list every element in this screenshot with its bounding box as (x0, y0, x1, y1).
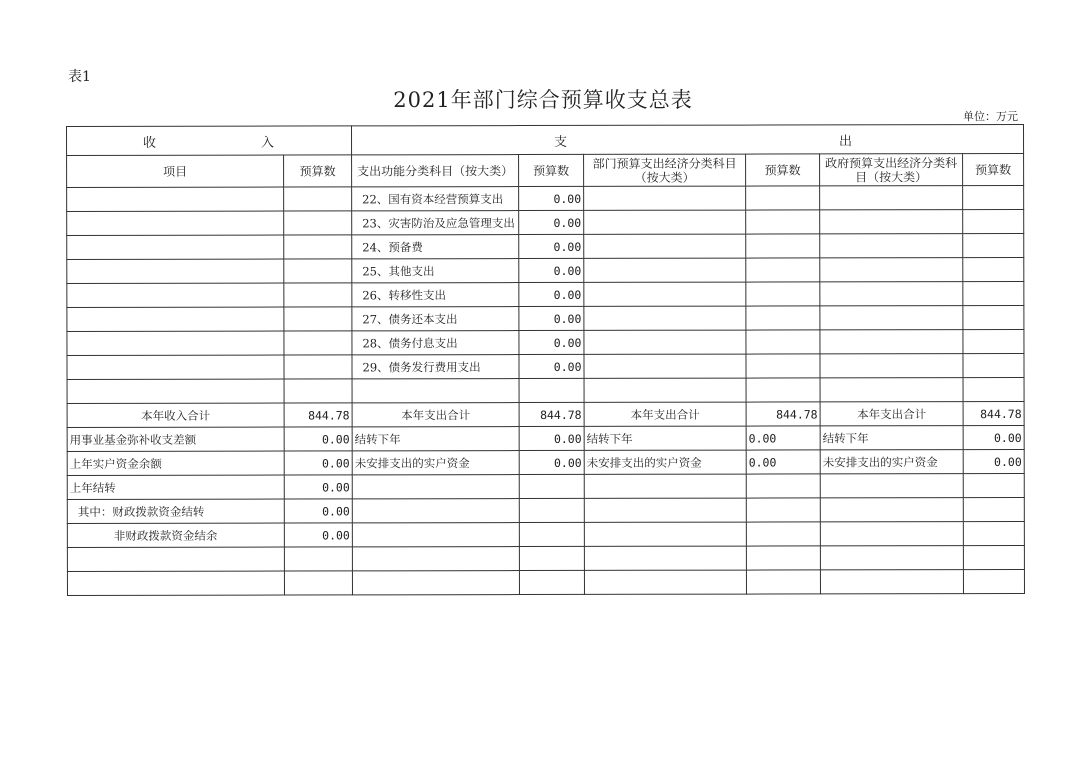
col-item-header: 项目 (67, 155, 284, 187)
income-item-value: 0.00 (284, 523, 352, 547)
func-item-label: 29、债务发行费用支出 (352, 355, 519, 379)
table-row-empty (67, 377, 1024, 403)
income-item-label: 用事业基金弥补收支差额 (67, 427, 284, 451)
func-item-label: 26、转移性支出 (352, 283, 519, 307)
table-row (67, 305, 1024, 331)
dept-item-value: 0.00 (746, 450, 820, 474)
dept-item-value: 0.00 (746, 426, 820, 450)
col-dept-econ-header: 部门预算支出经济分类科目（按大类） (584, 154, 746, 186)
expense-total-label: 本年支出合计 (352, 403, 519, 427)
gov-item-value: 0.00 (963, 425, 1024, 449)
expense-item-label: 未安排支出的实户资金 (352, 451, 519, 475)
header-row-top (67, 124, 1024, 155)
table-number: 表1 (68, 69, 91, 85)
table-row (67, 209, 1024, 235)
col-budget4-header: 预算数 (963, 153, 1024, 185)
func-item-label: 28、债务付息支出 (352, 331, 519, 355)
income-total-value: 844.78 (284, 403, 352, 427)
dept-total-label: 本年支出合计 (584, 402, 746, 426)
func-item-label: 22、国有资本经营预算支出 (352, 187, 519, 211)
func-item-value: 0.00 (519, 258, 584, 282)
col-budget-header: 预算数 (284, 155, 352, 187)
income-header-char2: 入 (261, 135, 275, 151)
table-row (67, 449, 1024, 475)
dept-item-label: 未安排支出的实户资金 (584, 450, 746, 474)
func-item-label: 25、其他支出 (352, 259, 519, 283)
table-row (67, 521, 1024, 547)
table-row (67, 353, 1024, 379)
func-item-label: 24、预备费 (352, 235, 519, 259)
gov-item-value: 0.00 (963, 449, 1024, 473)
func-item-value: 0.00 (519, 234, 584, 258)
expense-item-value: 0.00 (519, 426, 584, 450)
expense-total-value: 844.78 (519, 402, 584, 426)
income-item-value: 0.00 (284, 499, 352, 523)
table-row (67, 185, 1024, 211)
dept-item-label: 结转下年 (584, 426, 746, 450)
func-item-label: 23、灾害防治及应急管理支出 (352, 211, 519, 235)
income-header-char1: 收 (143, 135, 157, 151)
income-header (67, 126, 352, 156)
gov-item-label: 结转下年 (820, 426, 963, 450)
func-item-value: 0.00 (519, 210, 584, 234)
table-row (67, 281, 1024, 307)
income-item-label: 非财政拨款资金结余 (67, 523, 284, 547)
table-row (67, 329, 1024, 355)
header-row-columns (67, 153, 1024, 187)
totals-row (67, 401, 1024, 427)
budget-table (66, 124, 1025, 596)
func-item-value: 0.00 (519, 330, 584, 354)
dept-total-value: 844.78 (746, 402, 820, 426)
table-row (67, 233, 1024, 259)
func-item-value: 0.00 (519, 354, 584, 378)
table-row-empty (67, 545, 1024, 571)
gov-item-label: 未安排支出的实户资金 (820, 450, 963, 474)
func-item-label: 27、债务还本支出 (352, 307, 519, 331)
table-row (67, 497, 1024, 523)
func-item-value: 0.00 (519, 282, 584, 306)
expense-header-char2: 出 (839, 133, 853, 149)
income-total-label: 本年收入合计 (67, 403, 284, 427)
gov-total-label: 本年支出合计 (820, 402, 963, 426)
unit-label: 单位：万元 (963, 110, 1018, 123)
gov-total-value: 844.78 (963, 401, 1024, 425)
expense-header-char1: 支 (554, 134, 568, 150)
col-gov-econ-header: 政府预算支出经济分类科目（按大类） (820, 154, 963, 186)
income-item-label: 上年实户资金余额 (67, 451, 284, 475)
col-budget3-header: 预算数 (746, 154, 820, 186)
income-item-value: 0.00 (284, 451, 352, 475)
expense-item-label: 结转下年 (352, 427, 519, 451)
expense-header (352, 124, 1024, 154)
table-row-empty (67, 569, 1024, 595)
col-func-header: 支出功能分类科目（按大类） (352, 155, 519, 187)
income-item-value: 0.00 (284, 427, 352, 451)
income-item-label: 上年结转 (67, 475, 284, 499)
income-item-value: 0.00 (284, 475, 352, 499)
col-budget2-header: 预算数 (519, 154, 584, 186)
func-item-value: 0.00 (519, 186, 584, 210)
table-row (67, 257, 1024, 283)
table-row (67, 425, 1024, 451)
page-title: 2021年部门综合预算收支总表 (393, 88, 693, 112)
income-item-label: 其中：财政拨款资金结转 (67, 499, 284, 523)
table-row (67, 473, 1024, 499)
expense-item-value: 0.00 (519, 450, 584, 474)
func-item-value: 0.00 (519, 306, 584, 330)
